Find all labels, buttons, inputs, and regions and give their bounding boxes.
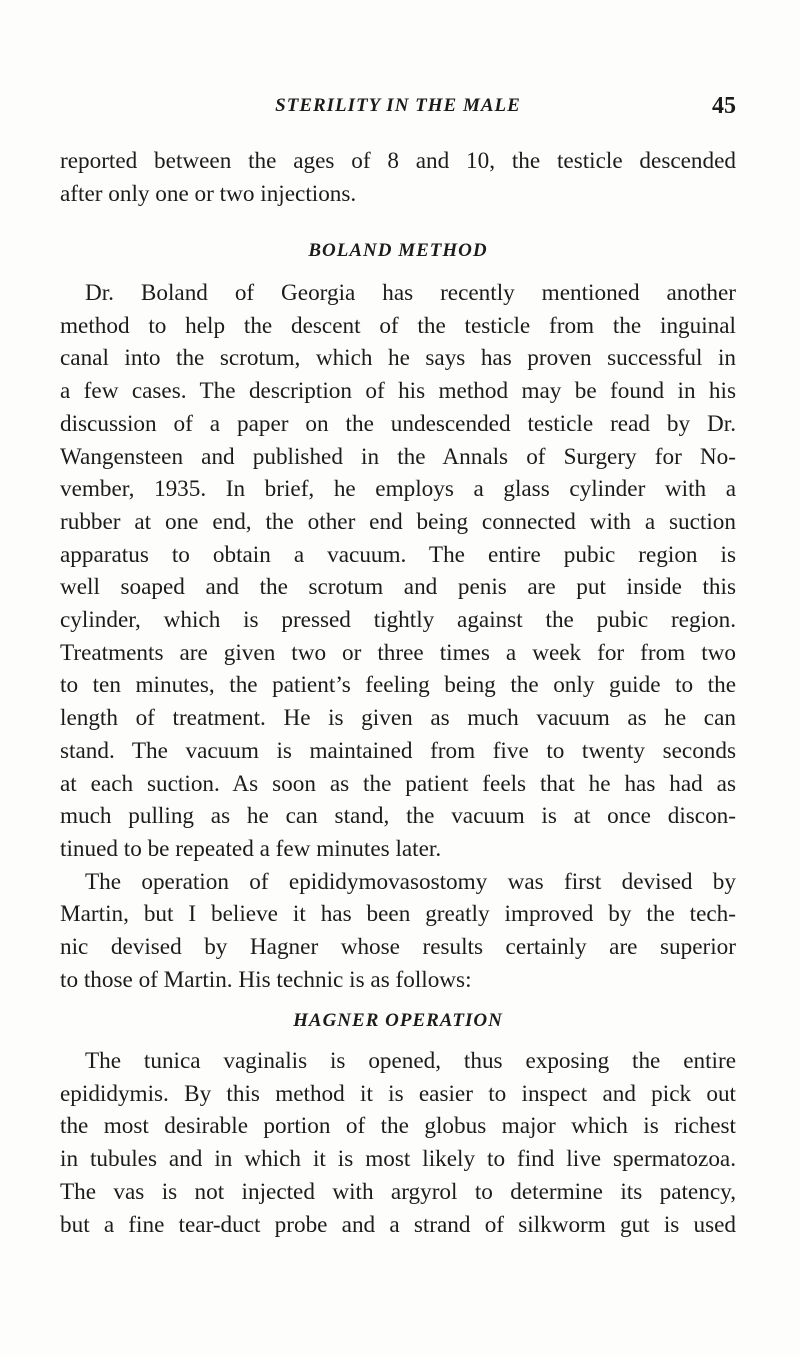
text-line: method to help the descent of the testicle from the inguinal xyxy=(60,312,736,339)
text-line: Martin, but I believe it has been greatly improved by the tech- xyxy=(60,901,736,928)
text-line: stand. The vacuum is maintained from five to twenty seconds xyxy=(60,737,736,764)
text-line: canal into the scrotum, which he says has proven successful in xyxy=(60,345,736,372)
text-line: in tubules and in which it is most likely to find live spermatozoa. xyxy=(60,1146,736,1173)
paragraph-hagner-operation xyxy=(60,1045,736,1241)
text-line: to those of Martin. His technic is as follows: xyxy=(60,966,472,993)
page-number: 45 xyxy=(712,93,736,119)
text-line: but a fine tear-duct probe and a strand of silkworm gut is used xyxy=(60,1211,736,1238)
text-line: epididymis. By this method it is easier to inspect and pick out xyxy=(60,1080,736,1107)
paragraph-continuation xyxy=(60,145,736,210)
text-line: Wangensteen and published in the Annals of Surgery for No- xyxy=(60,443,736,470)
text-line: Treatments are given two or three times a week for from two xyxy=(60,639,736,666)
text-line: Dr. Boland of Georgia has recently mentioned another xyxy=(85,280,736,306)
running-head xyxy=(60,95,736,125)
text-line: The vas is not injected with argyrol to determine its patency, xyxy=(60,1178,736,1205)
text-line: length of treatment. He is given as much vacuum as he can xyxy=(60,705,736,732)
section-heading-hagner-operation: HAGNER OPERATION xyxy=(293,1010,503,1031)
text-line: vember, 1935. In brief, he employs a glass cylinder with a xyxy=(60,476,736,503)
text-line: well soaped and the scrotum and penis are put inside this xyxy=(60,574,736,601)
text-line: much pulling as he can stand, the vacuum is at once discon- xyxy=(60,803,736,830)
section-heading-boland-method: BOLAND METHOD xyxy=(308,240,488,261)
text-line: the most desirable portion of the globus major which is richest xyxy=(60,1113,736,1140)
text-line: to ten minutes, the patient’s feeling being the only guide to the xyxy=(60,672,736,699)
text-line: apparatus to obtain a vacuum. The entire pubic region is xyxy=(60,541,736,568)
text-line: rubber at one end, the other end being connected with a suction xyxy=(60,508,736,535)
text-line: The tunica vaginalis is opened, thus exposing the entire xyxy=(85,1048,736,1074)
text-line: nic devised by Hagner whose results certainly are superior xyxy=(60,934,736,961)
text-line: reported between the ages of 8 and 10, the testicle descended xyxy=(60,148,736,174)
text-line: discussion of a paper on the undescended testicle read by Dr. xyxy=(60,410,736,437)
paragraph-boland-method xyxy=(60,277,736,996)
running-head-title: STERILITY IN THE MALE xyxy=(275,95,521,116)
text-line: after only one or two injections. xyxy=(60,180,357,207)
text-line: a few cases. The description of his method may be found in his xyxy=(60,378,736,405)
text-line: tinued to be repeated a few minutes later. xyxy=(60,835,442,862)
text-line: at each suction. As soon as the patient feels that he has had as xyxy=(60,770,736,797)
text-line: The operation of epididymovasostomy was first devised by xyxy=(85,868,736,895)
text-line: cylinder, which is pressed tightly against the pubic region. xyxy=(60,607,736,634)
